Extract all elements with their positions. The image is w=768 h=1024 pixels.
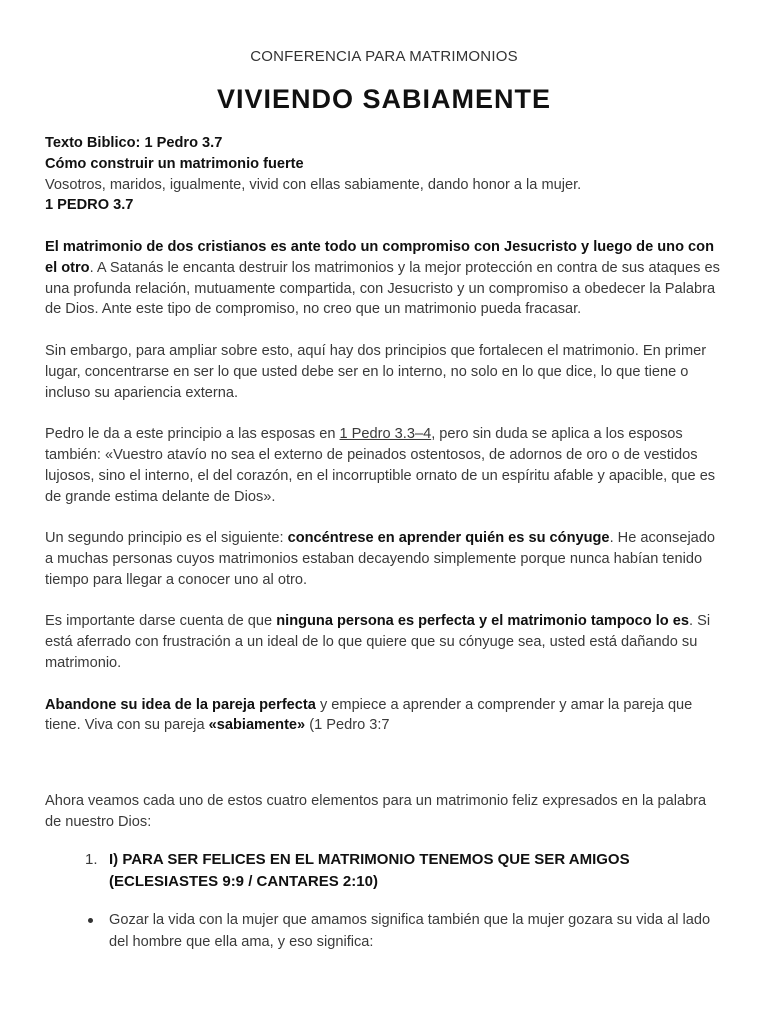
paragraph-abandon-text: y empiece a aprender a comprender y amar la pareja que tiene. Viva con su pareja [45, 696, 693, 734]
conference-subtitle: CONFERENCIA PARA MATRIMONIOS [250, 48, 518, 65]
document-title: VIVIENDO SABIAMENTE [216, 84, 552, 114]
bullet-list-item [45, 909, 725, 953]
paragraph-abandon [45, 695, 725, 737]
paragraph-peter-quote: , pero sin duda se aplica a los esposos también: «Vuestro atavío no sea el externo de peinados ostentosos, de adornos de oro o de vestidos lujosos, sino el interno, el del corazón, en el incorruptible ornato de un espíritu afable y apacible, que es de grande estima delante de Dios». [45, 426, 716, 505]
paragraph-second-principle-intro: Un segundo principio es el siguiente: [45, 530, 288, 547]
paragraph-abandon-bold: Abandone su idea de la pareja perfecta [45, 696, 316, 713]
paragraph-no-perfect-intro: Es importante darse cuenta de que [45, 613, 277, 630]
paragraph-commitment-bold: El matrimonio de dos cristianos es ante todo un compromiso con Jesucristo y luego de uno con el otro [45, 238, 714, 276]
paragraph-commitment [45, 237, 725, 320]
paragraph-abandon-wisely: «sabiamente» [208, 717, 306, 734]
paragraph-no-perfect-bold: ninguna persona es perfecta y el matrimonio tampoco lo es [276, 613, 689, 630]
numbered-list-item [45, 849, 725, 893]
paragraph-peter [45, 424, 725, 507]
paragraph-no-perfect-text: . Si está aferrado con frustración a un ideal de lo que quiere que su cónyuge sea, usted está dañando su matrimonio. [45, 613, 711, 671]
scripture-link[interactable]: 1 Pedro 3.3–4 [339, 426, 432, 443]
paragraph-second-principle-text: . He aconsejado a muchas personas cuyos matrimonios estaban decayendo simplemente porque nunca habían tenido tiempo para llegar a conocer uno al otro. [45, 530, 716, 588]
paragraph-commitment-text: . A Satanás le encanta destruir los matrimonios y la mejor protección en contra de sus ataques es una profunda relación, mutuamente compartida, con Jesucristo y un compromiso a obedecer la Palabra de Dios. Ante este tipo de compromiso, no creo que un matrimonio pueda fracasar. [45, 259, 720, 318]
section-heading: Cómo construir un matrimonio fuerte [45, 155, 304, 172]
bible-text-reference: Texto Biblico: 1 Pedro 3.7 [45, 135, 223, 151]
document-body [45, 133, 725, 953]
list-number: 1. [85, 850, 98, 868]
paragraph-no-perfect [45, 611, 725, 673]
paragraph-second-principle [45, 528, 725, 590]
bullet-item-text: Gozar la vida con la mujer que amamos significa también que la mujer gozara su vida al lado del hombre que ella ama, y eso significa: [109, 911, 711, 950]
verse-text: Vosotros, maridos, igualmente, vivid con ellas sabiamente, dando honor a la mujer. [45, 176, 582, 193]
paragraph-peter-intro: Pedro le da a este principio a las esposas en [45, 426, 340, 443]
numbered-item-text: I) PARA SER FELICES EN EL MATRIMONIO TENEMOS QUE SER AMIGOS (ECLESIASTES 9:9 / CANTARES 2:10) [109, 850, 630, 890]
paragraph-principles: Sin embargo, para ampliar sobre esto, aquí hay dos principios que fortalecen el matrimonio. En primer lugar, concentrarse en ser lo que usted debe ser en lo interno, no solo en lo que dice, lo que tiene o incluso su apariencia externa. [45, 342, 707, 401]
paragraph-second-principle-bold: concéntrese en aprender quién es su cónyuge [287, 530, 610, 547]
paragraph-abandon-reference: (1 Pedro 3:7 [305, 717, 390, 734]
bullet-dot-icon [88, 918, 93, 923]
paragraph-four-elements: Ahora veamos cada uno de estos cuatro elementos para un matrimonio feliz expresados en la palabra de nuestro Dios: [45, 793, 707, 830]
verse-reference: 1 PEDRO 3.7 [45, 197, 134, 214]
